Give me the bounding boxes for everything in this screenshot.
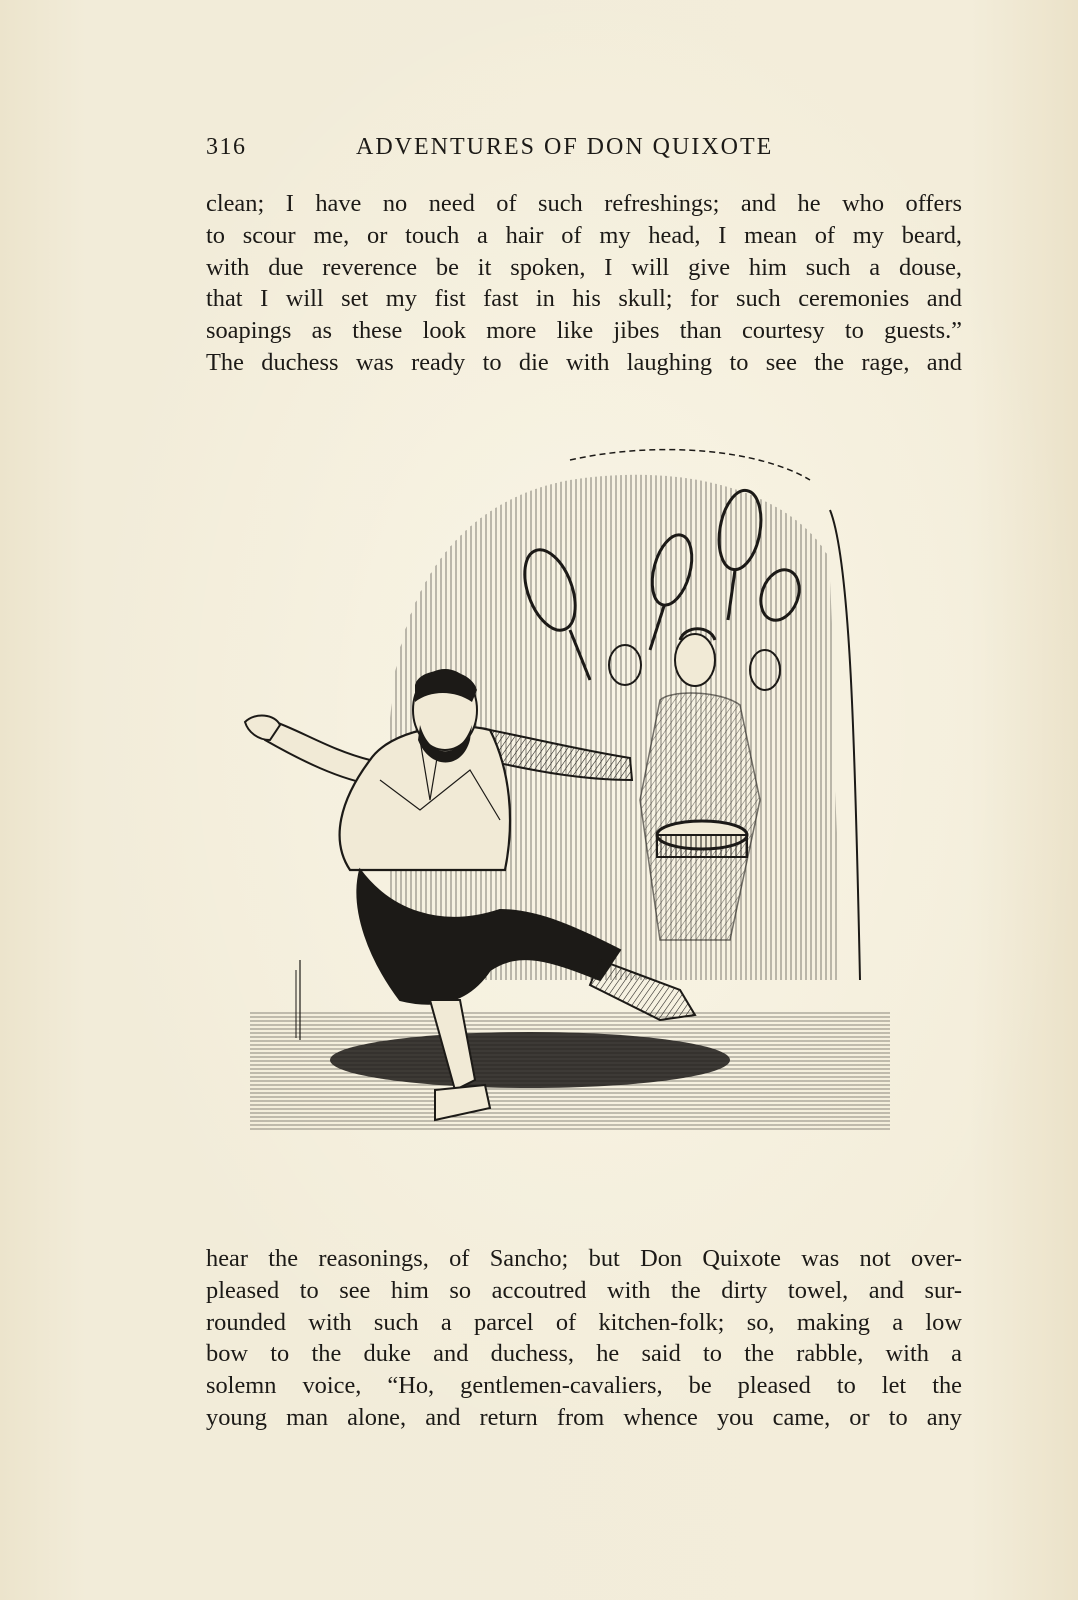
text-block-bottom <box>206 1243 962 1434</box>
text-line: soapings as these look more like jibes than courtesy to guests.” <box>206 317 962 345</box>
running-title: ADVENTURES OF DON QUIXOTE <box>356 134 774 160</box>
page-header <box>206 134 962 174</box>
text-line: young man alone, and return from whence you came, or to any <box>206 1403 962 1431</box>
text-line: solemn voice, “Ho, gentlemen-cavaliers, be pleased to let the <box>206 1372 962 1400</box>
text-line: that I will set my fist fast in his skull; for such ceremonies and <box>206 285 962 313</box>
text-block-top <box>206 188 962 379</box>
text-line: clean; I have no need of such refreshings; and he who offers <box>206 190 962 217</box>
text-line: bow to the duke and duchess, he said to the rabble, with a <box>206 1340 962 1368</box>
floor <box>250 960 890 1130</box>
page-number: 316 <box>206 134 247 160</box>
text-line: rounded with such a parcel of kitchen-folk; so, making a low <box>206 1308 962 1336</box>
text-line: with due reverence be it spoken, I will give him such a douse, <box>206 253 962 281</box>
text-line: pleased to see him so accoutred with the dirty towel, and sur- <box>206 1276 962 1304</box>
text-line: The duchess was ready to die with laughing to see the rage, and <box>206 348 962 376</box>
text-line: hear the reasonings, of Sancho; but Don Quixote was not over- <box>206 1245 962 1272</box>
text-line: to scour me, or touch a hair of my head, I mean of my beard, <box>206 221 962 249</box>
engraving-illustration <box>240 440 920 1180</box>
